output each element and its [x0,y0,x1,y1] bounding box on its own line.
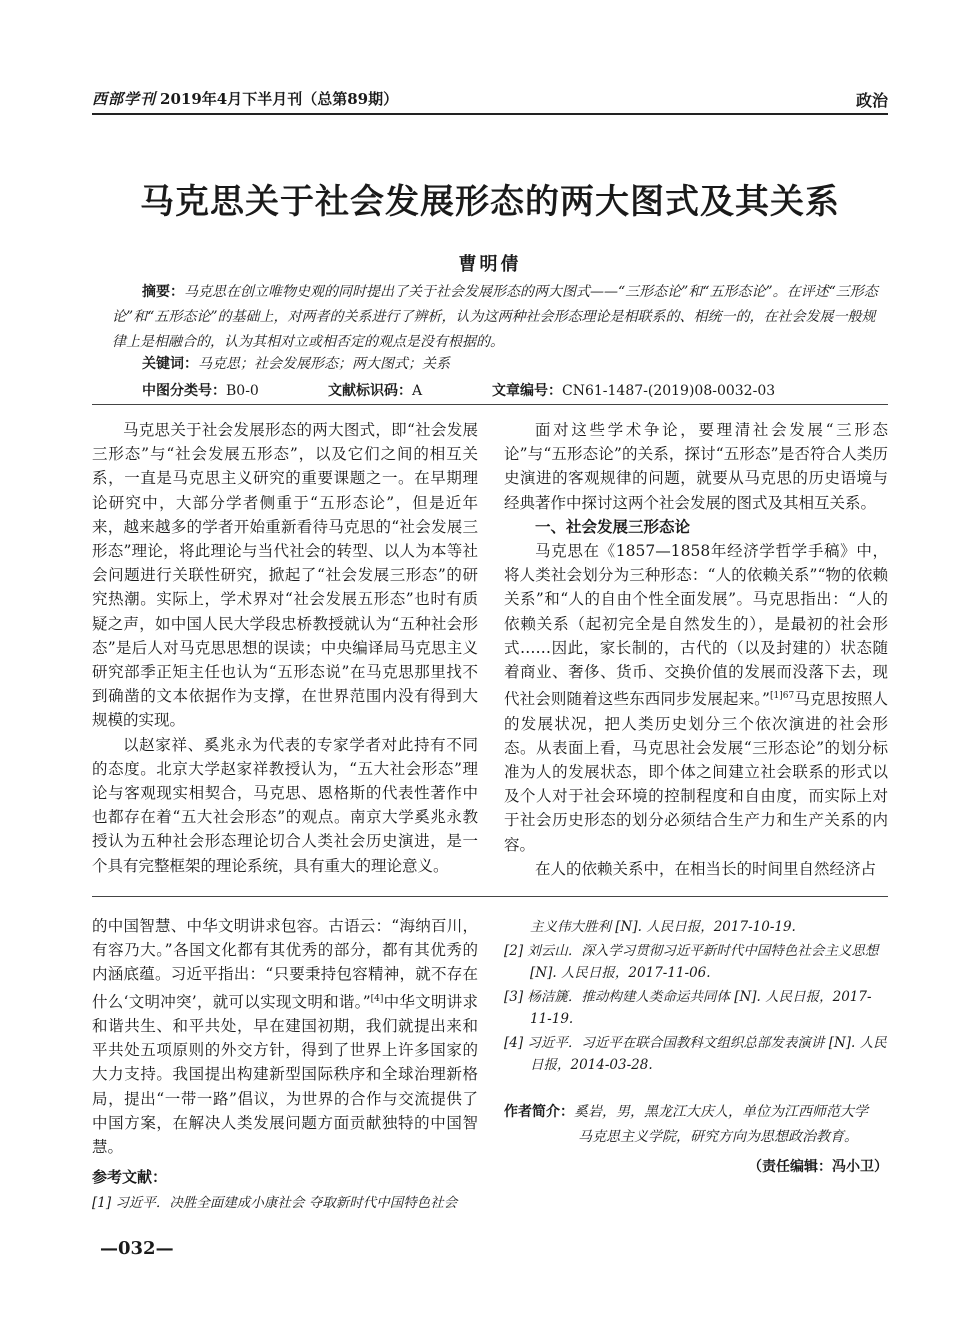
citation: [1]67 [769,691,795,702]
body-column-right [504,418,888,881]
reference-item: [4] 习近平．习近平在联合国教科文组织总部发表演讲 [N]. 人民日报，2014-03-28. [504,1035,887,1073]
header-rule [92,113,888,115]
article-divider [92,896,888,897]
paragraph: 以赵家祥、奚兆永为代表的专家学者对此持有不同的态度。北京大学赵家祥教授认为，“五大社会形态”理论与客观现实相契合，马克思、恩格斯的代表性著作中也都存在着“五大社会形态”的观点。南京大学奚兆永教授认为五种社会形态理论切合人类社会历史演进，是一个具有完整框架的理论系统，具有重大的理论意义。 [92,735,478,875]
clc-code: 中图分类号：B0-0 [142,383,259,399]
section-heading: 一、社会发展三形态论 [535,516,691,536]
abstract-text: 马克思在创立唯物史观的同时提出了关于社会发展形态的两大图式——“三形态论”和“五形态论”。在评述“三形态论”和“五形态论”的基础上，对两者的关系进行了辨析，认为这两种社会形态理论是相联系的、相统一的，在社会发展一般规律上是相融合的，认为其相对立或相否定的观点是没有根据的。 [112,284,878,350]
page-number: —032— [100,1238,174,1259]
abstract [112,280,888,355]
abstract-label: 摘要： [142,284,184,300]
paragraph: 在人的依赖关系中，在相当长的时间里自然经济占 [535,859,877,878]
author-info-label: 作者简介： [504,1104,574,1120]
article-title: 马克思关于社会发展形态的两大图式及其关系 [140,182,840,222]
body-column-left [92,418,478,878]
author-name: 曹明倩 [458,254,522,275]
keywords-label: 关键词： [142,356,198,372]
doc-code: 文献标识码：A [328,383,423,399]
paragraph: 的中国智慧、中华文明讲求包容。古语云：“海纳百川，有容乃大。”各国文化都有其优秀的部分，都有其优秀的内涵底蕴。习近平指出：“只要秉持包容精神，就不存在什么‘文明冲突’，就可以实现文明和谐。”[4]中华文明讲求和谐共生、和平共处，早在建国初期，我们就提出来和平共处五项原则的外交方针，得到了世界上许多国家的大力支持。我国提出构建新型国际秩序和全球治理新格局，提出“一带一路”倡议，为世界的合作与交流提供了中国方案，在解决人类发展问题方面贡献独特的中国智慧。 [92,917,478,1156]
section-label: 政治 [855,91,888,110]
abstract-divider [92,404,888,405]
reference-item: 主义伟大胜利 [N]. 人民日报，2017-10-19. [530,919,796,935]
references-title: 参考文献： [92,1168,168,1186]
reference-item: [1] 习近平．决胜全面建成小康社会 夺取新时代中国特色社会 [92,1195,458,1211]
paragraph: 马克思在《1857—1858年经济学哲学手稿》中，将人类社会划分为三种形态：“人的依赖关系”“物的依赖关系”和“人的自由个性全面发展”。马克思指出：“人的依赖关系（起初完全是自然发生的），是最初的社会形式……因此，家长制的，古代的（以及封建的）状态随着商业、奢侈、货币、交换价值的发展而没落下去，现代社会则随着这些东西同步发展起来。”$^{[1]67}$马克思按照人的发展状况，把人类历史划分三个依次演进的社会形态。从表面上看，马克思社会发展“三形态论”的划分标准为人的发展状态，即个体之间建立社会联系的形式以及个人对于社会环境的控制程度和自由度，而实际上对于社会历史形态的划分必须结合生产力和生产关系的内容。 [504,542,888,854]
paragraph: 面对这些学术争论，要理清社会发展“三形态论”与“五形态论”的关系，探讨“五形态”是否符合人类历史演进的客观规律的问题，就要从马克思的历史语境与经典著作中探讨这两个社会发展的图式及其相互关系。 [504,421,888,512]
editor-note: （责任编辑：冯小卫） [748,1159,888,1175]
journal-logo: 西部学刊 [92,90,157,108]
keywords-text: 马克思；社会发展形态；两大图式；关系 [198,356,450,372]
keywords [142,353,450,373]
citation: [4] [370,993,384,1004]
paragraph: 马克思关于社会发展形态的两大图式，即“社会发展三形态”与“社会发展五形态”，以及它们之间的相互关系，一直是马克思主义研究的重要课题之一。在早期理论研究中，大部分学者侧重于“五形态论”，但是近年来，越来越多的学者开始重新看待马克思的“社会发展三形态”理论，将此理论与当代社会的转型、以人为本等社会问题进行关联性研究，掀起了“社会发展三形态”的研究热潮。实际上，学术界对“社会发展五形态”也时有质疑之声，如中国人民大学段忠桥教授就认为“五种社会形态”是后人对马克思思想的误读；中央编译局马克思主义研究部季正矩主任也认为“五形态说”在马克思那里找不到确凿的文本依据作为支撑，在世界范围内没有得到大规模的实现。 [92,421,478,730]
reference-item: [3] 杨洁篪．推动构建人类命运共同体 [N]. 人民日报，2017-11-19. [504,989,872,1027]
reference-item: [2] 刘云山．深入学习贯彻习近平新时代中国特色社会主义思想 [N]. 人民日报，2017-11-06. [504,943,879,981]
article-number: 文章编号：CN61-1487-(2019)08-0032-03 [492,383,776,399]
references-continued [504,916,888,1078]
author-info: 作者简介：奚岩，男，黑龙江大庆人，单位为江西师范大学 马克思主义学院，研究方向为思想政治教育。 [504,1104,868,1145]
issue-info: 2019年4月下半月刊（总第89期） [160,90,399,108]
running-header [92,88,398,109]
continued-text [92,914,478,1159]
